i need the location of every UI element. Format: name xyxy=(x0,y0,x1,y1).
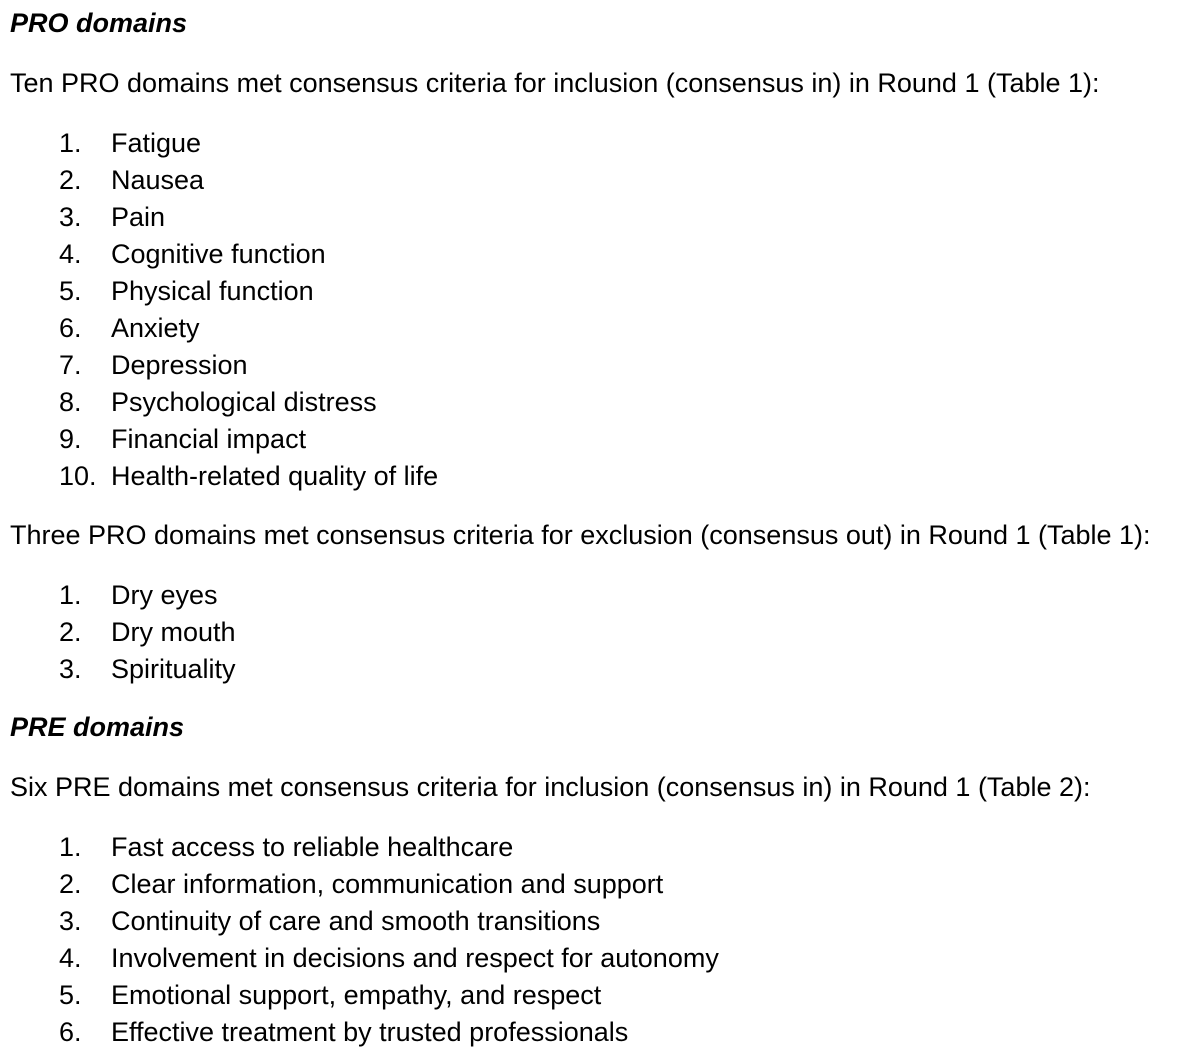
list-item-text: Health-related quality of life xyxy=(111,461,439,491)
list-item-number: 5. xyxy=(59,980,82,1010)
list-item-text: Anxiety xyxy=(111,313,200,343)
list-item-text: Nausea xyxy=(111,165,205,195)
pro-exclusion-intro: Three PRO domains met consensus criteria for exclusion (consensus out) in Round 1 (Table 1): xyxy=(10,520,1151,550)
list-item-text: Emotional support, empathy, and respect xyxy=(111,980,602,1010)
pre-inclusion-intro: Six PRE domains met consensus criteria for inclusion (consensus in) in Round 1 (Table 2): xyxy=(10,772,1091,802)
list-item-number: 2. xyxy=(59,165,82,195)
list-item-text: Continuity of care and smooth transitions xyxy=(111,906,601,936)
list-item-number: 4. xyxy=(59,239,82,269)
list-item-number: 9. xyxy=(59,424,82,454)
list-item-text: Psychological distress xyxy=(111,387,377,417)
pro-domains-heading: PRO domains xyxy=(10,8,188,38)
list-item-number: 10. xyxy=(59,461,97,491)
list-item-number: 8. xyxy=(59,387,82,417)
list-item-text: Fast access to reliable healthcare xyxy=(111,832,514,862)
list-item-number: 3. xyxy=(59,202,82,232)
list-item-text: Financial impact xyxy=(111,424,307,454)
list-item-number: 7. xyxy=(59,350,82,380)
list-item-number: 1. xyxy=(59,580,82,610)
list-item-text: Cognitive function xyxy=(111,239,326,269)
list-item-text: Dry mouth xyxy=(111,617,236,647)
list-item-text: Pain xyxy=(111,202,166,232)
list-item-number: 3. xyxy=(59,654,82,684)
list-item-number: 2. xyxy=(59,869,82,899)
list-item-number: 4. xyxy=(59,943,82,973)
list-item-text: Physical function xyxy=(111,276,314,306)
pre-domains-heading: PRE domains xyxy=(10,712,185,742)
list-item-text: Dry eyes xyxy=(111,580,218,610)
list-item-number: 1. xyxy=(59,128,82,158)
list-item-number: 5. xyxy=(59,276,82,306)
list-item-text: Effective treatment by trusted professionals xyxy=(111,1017,629,1047)
list-item-text: Depression xyxy=(111,350,248,380)
list-item-number: 3. xyxy=(59,906,82,936)
pro-inclusion-intro: Ten PRO domains met consensus criteria for inclusion (consensus in) in Round 1 (Table 1): xyxy=(10,68,1100,98)
list-item-text: Involvement in decisions and respect for autonomy xyxy=(111,943,719,973)
list-item-number: 6. xyxy=(59,1017,82,1047)
list-item-text: Spirituality xyxy=(111,654,236,684)
list-item-text: Clear information, communication and support xyxy=(111,869,664,899)
list-item-number: 2. xyxy=(59,617,82,647)
list-item-text: Fatigue xyxy=(111,128,202,158)
list-item-number: 6. xyxy=(59,313,82,343)
list-item-number: 1. xyxy=(59,832,82,862)
